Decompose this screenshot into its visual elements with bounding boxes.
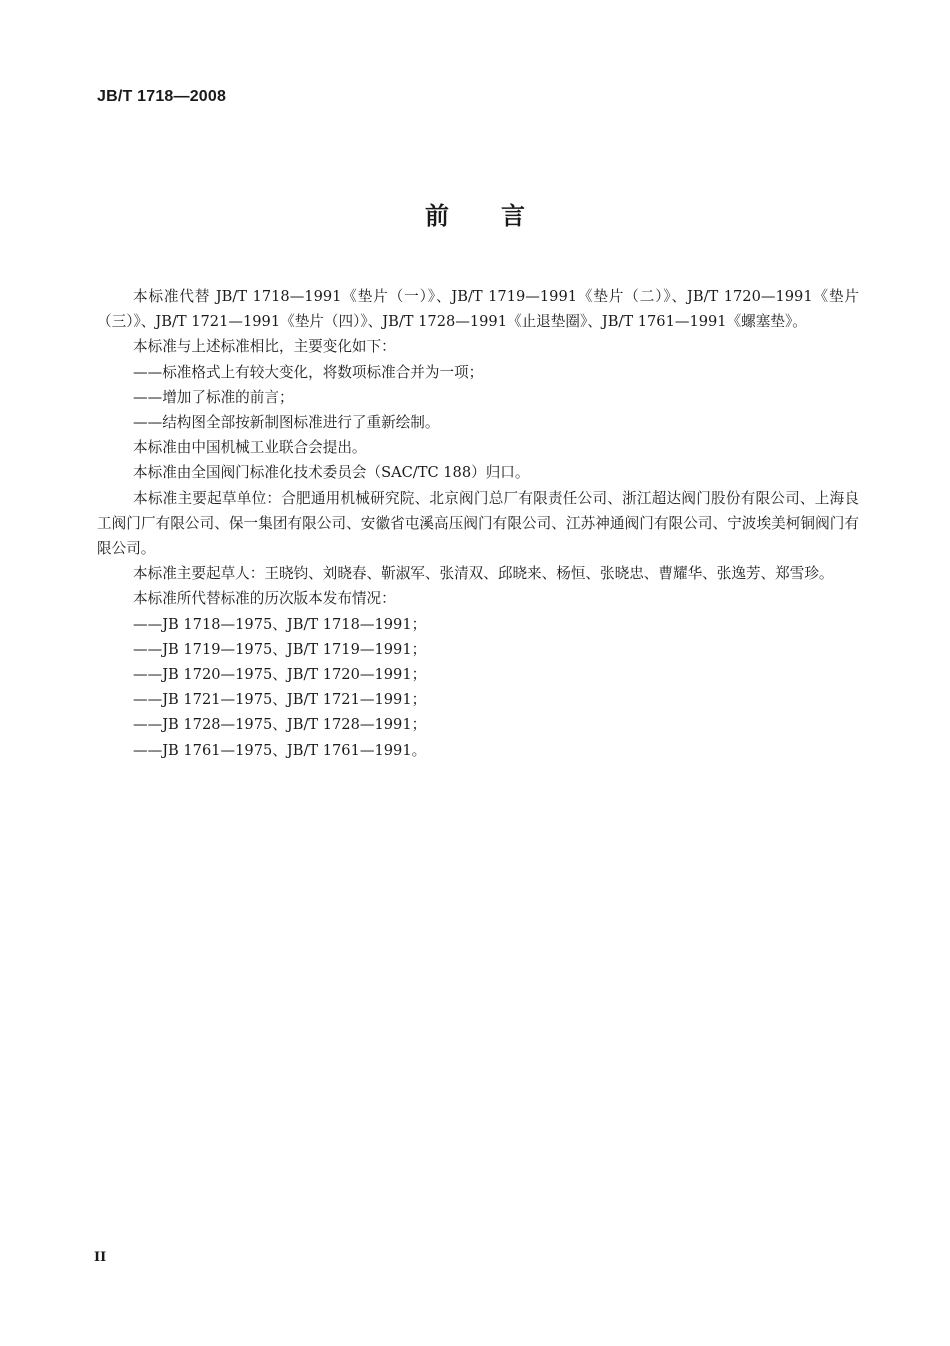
paragraph-proposed-by: 本标准由中国机械工业联合会提出。 [133, 439, 367, 457]
standard-number: JB/T 1718—2008 [97, 88, 227, 105]
list-item-history: ——JB 1721—1975、JB/T 1721—1991； [133, 691, 427, 709]
paragraph-history-intro: 本标准所代替标准的历次版本发布情况： [133, 590, 396, 608]
page-number: II [94, 1250, 107, 1265]
paragraph-changes-intro: 本标准与上述标准相比，主要变化如下： [133, 338, 396, 356]
list-item-history: ——JB 1718—1975、JB/T 1718—1991； [133, 615, 427, 633]
list-item-history: ——JB 1761—1975、JB/T 1761—1991。 [133, 741, 427, 759]
list-item-history: ——JB 1728—1975、JB/T 1728—1991； [133, 716, 427, 734]
paragraph-replaces: 本标准代替 JB/T 1718—1991《垫片（一）》、JB/T 1719—1991《垫片（二）》、JB/T 1720—1991《垫片（三）》、JB/T 1721—1991《垫片（四）》、JB/T 1728—1991《止退垫圈》、JB/T 1761—1991《螺塞垫》。 [97, 288, 859, 331]
list-item-history: ——JB 1720—1975、JB/T 1720—1991； [133, 666, 427, 684]
paragraph-under-jurisdiction: 本标准由全国阀门标准化技术委员会（SAC/TC 188）归口。 [133, 464, 530, 482]
paragraph-drafters: 本标准主要起草人：王晓钧、刘晓春、靳淑军、张清双、邱晓来、杨恒、张晓忠、曹耀华、张逸芳、郑雪珍。 [133, 565, 834, 583]
list-item-change-format: ——标准格式上有较大变化，将数项标准合并为一项； [133, 363, 484, 381]
list-item-history: ——JB 1719—1975、JB/T 1719—1991； [133, 640, 427, 658]
list-item-change-foreword: ——增加了标准的前言； [133, 388, 294, 406]
list-item-change-drawings: ——结构图全部按新制图标准进行了重新绘制。 [133, 414, 440, 432]
foreword-body [97, 284, 859, 763]
paragraph-drafting-units: 本标准主要起草单位：合肥通用机械研究院、北京阀门总厂有限责任公司、浙江超达阀门股份有限公司、上海良工阀门厂有限公司、保一集团有限公司、安徽省屯溪高压阀门有限公司、江苏神通阀门有限公司、宁波埃美柯铜阀门有限公司。 [97, 489, 859, 558]
page-title: 前言 [425, 202, 577, 230]
